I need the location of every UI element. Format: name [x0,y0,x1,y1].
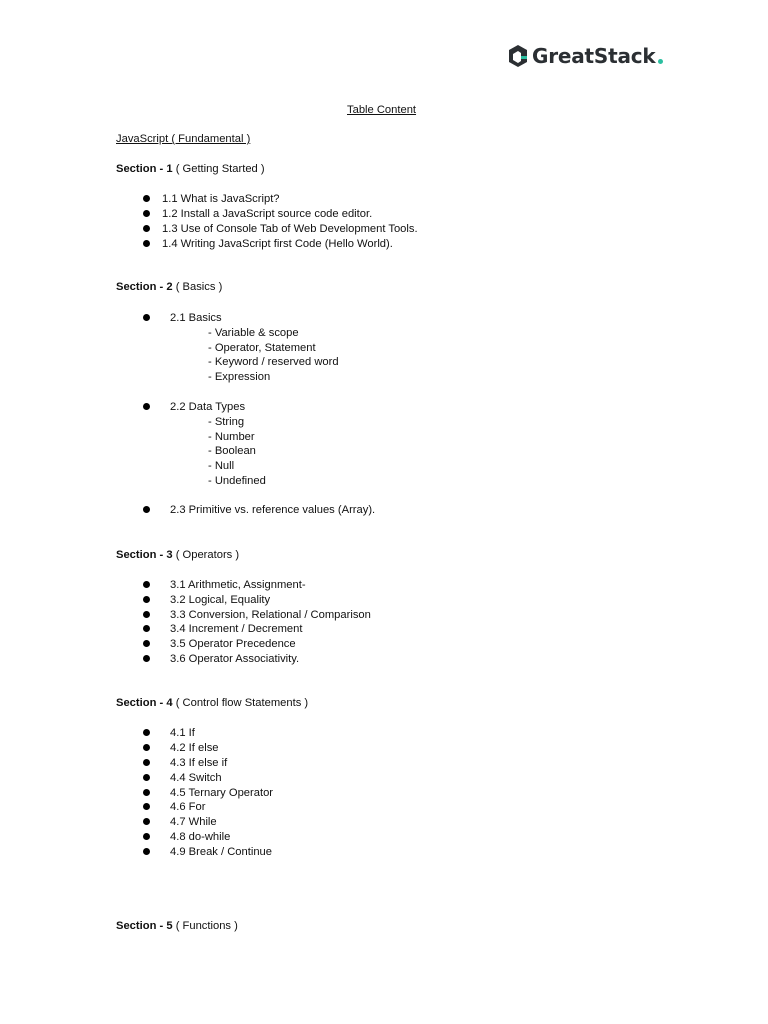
bullet-icon [143,833,150,840]
bullet-icon [143,581,150,588]
sub-item: - Variable & scope [208,327,299,339]
bullet-icon [143,759,150,766]
list-item: 1.3 Use of Console Tab of Web Development Tools. [162,223,418,235]
list-item: 3.3 Conversion, Relational / Comparison [170,609,371,621]
bullet-icon [143,744,150,751]
section-name: ( Basics ) [175,281,223,293]
section-label: Section - 5 [116,920,173,932]
bullet-icon [143,818,150,825]
bullet-icon [143,314,150,321]
bullet-icon [143,506,150,513]
list-item: 4.8 do-while [170,831,231,843]
bullet-icon [143,403,150,410]
sub-item: - Operator, Statement [208,342,316,354]
section-name: ( Operators ) [175,549,240,561]
list-item: 1.1 What is JavaScript? [162,193,280,205]
bullet-icon [143,803,150,810]
sub-item: - String [208,416,245,428]
bullet-icon [143,240,150,247]
list-item: 3.6 Operator Associativity. [170,653,300,665]
section-name: ( Functions ) [175,920,238,932]
section-name: ( Getting Started ) [175,163,265,175]
bullet-icon [143,225,150,232]
list-item: 3.1 Arithmetic, Assignment- [170,579,306,591]
sub-item: - Boolean [208,445,256,457]
list-item: 4.1 If [170,727,195,739]
section-label: Section - 1 [116,163,173,175]
section-name: ( Control flow Statements ) [175,697,309,709]
list-item: 4.9 Break / Continue [170,846,272,858]
section-heading-2 [116,280,222,294]
bullet-icon [143,789,150,796]
list-item: 3.4 Increment / Decrement [170,623,303,635]
list-item: 2.1 Basics [170,312,222,324]
list-item: 1.2 Install a JavaScript source code editor. [162,208,373,220]
section-heading-1 [116,162,265,176]
section-heading-3 [116,548,239,562]
list-item: 3.5 Operator Precedence [170,638,296,650]
section-heading-5 [116,919,238,933]
list-item: 4.4 Switch [170,772,222,784]
logo-dot [658,59,663,64]
sub-item: - Null [208,460,235,472]
sub-item: - Undefined [208,475,266,487]
greatstack-logo [507,43,663,69]
list-item: 1.4 Writing JavaScript first Code (Hello World). [162,238,393,250]
list-item: 2.2 Data Types [170,401,246,413]
list-item: 4.5 Ternary Operator [170,787,274,799]
section-label: Section - 2 [116,281,173,293]
sub-item: - Expression [208,371,271,383]
list-item: 4.7 While [170,816,217,828]
doc-subtitle: JavaScript ( Fundamental ) [116,133,251,145]
list-item: 3.2 Logical, Equality [170,594,271,606]
list-item: 4.2 If else [170,742,219,754]
sub-item: - Keyword / reserved word [208,356,339,368]
list-item: 2.3 Primitive vs. reference values (Array). [170,504,376,516]
sub-item: - Number [208,431,255,443]
bullet-icon [143,596,150,603]
doc-title: Table Content [347,104,417,116]
bullet-icon [143,625,150,632]
bullet-icon [143,729,150,736]
bullet-icon [143,195,150,202]
bullet-icon [143,774,150,781]
bullet-icon [143,611,150,618]
section-heading-4 [116,696,308,710]
section-label: Section - 3 [116,549,173,561]
bullet-icon [143,210,150,217]
bullet-icon [143,655,150,662]
list-item: 4.3 If else if [170,757,228,769]
bullet-icon [143,848,150,855]
logo-text: GreatStack [532,44,656,68]
greatstack-logo-icon [507,44,529,68]
bullet-icon [143,640,150,647]
list-item: 4.6 For [170,801,206,813]
section-label: Section - 4 [116,697,173,709]
